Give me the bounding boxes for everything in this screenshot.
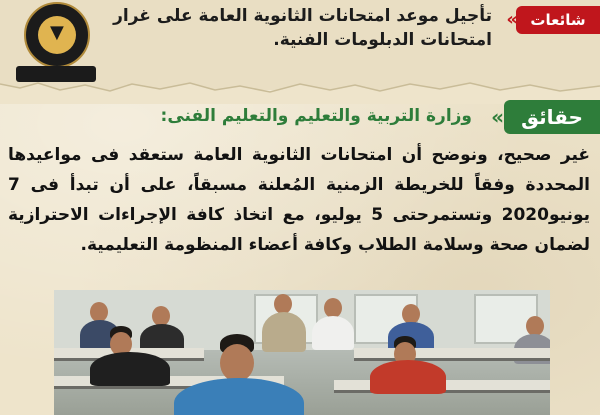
student-head (402, 304, 420, 324)
rumor-headline: تأجيل موعد امتحانات الثانوية العامة على غرار امتحانات الدبلومات الفنية. (113, 6, 492, 50)
rumors-tag: شائعات (516, 6, 600, 34)
student-head (90, 302, 108, 322)
student (90, 352, 170, 386)
student-head (274, 294, 292, 314)
student-head (526, 316, 544, 336)
cabinet-logo (24, 2, 90, 68)
student-head (324, 298, 342, 318)
chevron-icon: » (491, 105, 498, 129)
student (312, 316, 354, 350)
facts-tag: حقائق (504, 100, 600, 134)
eagle-emblem-icon: ▼ (50, 22, 64, 43)
student-head (220, 344, 254, 382)
ministry-heading: وزارة التربية والتعليم والتعليم الفنى: (160, 106, 472, 126)
student-head (152, 306, 170, 326)
facts-body: غير صحيح، ونوضح أن امتحانات الثانوية العامة ستعقد فى مواعيدها المحددة وفقاً للخريطة الزمنية المُعلنة مسبقاً، على أن تبدأ فى 7 يونيو2020 وتستمرحتى 5 يوليو، مع اتخاذ كافة الإجراءات الاحترازية لضمان صحة وسلامة الطلاب وكافة أعضاء المنظومة التعليمية. (8, 145, 590, 255)
logo-banner (16, 66, 96, 82)
exam-hall-photo (54, 290, 550, 415)
desk (354, 348, 550, 361)
student (262, 312, 306, 352)
chevron-icon: » (506, 9, 512, 30)
student (370, 360, 446, 394)
